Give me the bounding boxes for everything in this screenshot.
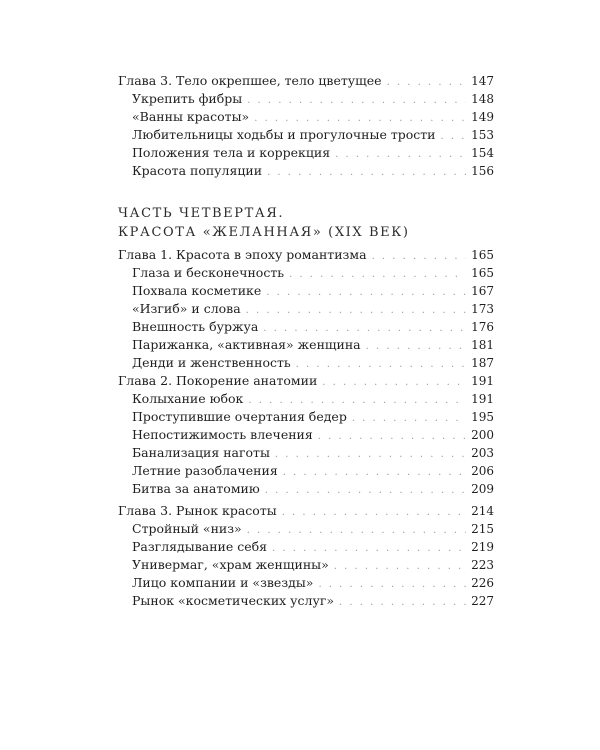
toc-entry [118, 480, 494, 498]
toc-chapter-entry [118, 372, 494, 390]
toc-chapter-title: Глава 3. Тело окрепшее, тело цветущее [118, 72, 385, 90]
toc-entry-title: Битва за анатомию [132, 480, 263, 498]
toc-page-number: 214 [471, 504, 494, 518]
toc-entry [118, 336, 494, 354]
toc-entry [118, 574, 494, 592]
toc-page-number: 191 [471, 392, 494, 406]
toc-entry-title: Стройный «низ» [132, 520, 245, 538]
toc-entry-title: Банализация наготы [132, 444, 273, 462]
toc-entry-title: Лицо компании и «звезды» [132, 574, 316, 592]
toc-entry-title: Непостижимость влечения [132, 426, 316, 444]
toc-page-number: 191 [471, 374, 494, 388]
toc-entry-title: Красота популяции [132, 162, 265, 180]
toc-page-number: 209 [471, 482, 494, 496]
toc-page-number: 176 [471, 320, 494, 334]
toc-chapter-title: Глава 3. Рынок красоты [118, 502, 280, 520]
toc-entry-title: Денди и женственность [132, 354, 294, 372]
toc-entry [118, 126, 494, 144]
toc-entry [118, 318, 494, 336]
toc-page-number: 173 [471, 302, 494, 316]
toc-entry [118, 444, 494, 462]
toc-entry [118, 90, 494, 108]
toc-entry-title: Рынок «косметических услуг» [132, 592, 337, 610]
toc-page-number: 165 [471, 266, 494, 280]
toc-entry [118, 354, 494, 372]
toc-entry-title: «Изгиб» и слова [132, 300, 244, 318]
toc-page-number: 226 [471, 576, 494, 590]
toc-entry-title: Универмаг, «храм женщины» [132, 556, 332, 574]
toc-page-number: 219 [471, 540, 494, 554]
toc-chapter-entry [118, 246, 494, 264]
toc-page-number: 149 [471, 110, 494, 124]
toc-entry-title: Внешность буржуа [132, 318, 261, 336]
toc-entry [118, 408, 494, 426]
toc-entry [118, 520, 494, 538]
toc-entry-title: Укрепить фибры [132, 90, 245, 108]
toc-page-number: 165 [471, 248, 494, 262]
toc-page-number: 223 [471, 558, 494, 572]
toc-entry [118, 426, 494, 444]
toc-entry-title: Парижанка, «активная» женщина [132, 336, 364, 354]
toc-page-number: 147 [471, 74, 494, 88]
toc-entry [118, 144, 494, 162]
toc-chapter-entry [118, 72, 494, 90]
toc-page-number: 227 [471, 594, 494, 608]
toc-page-number: 206 [471, 464, 494, 478]
toc-entry [118, 462, 494, 480]
table-of-contents [118, 72, 494, 610]
toc-page-number: 154 [471, 146, 494, 160]
toc-chapter-entry [118, 502, 494, 520]
toc-page-number: 203 [471, 446, 494, 460]
toc-entry-title: Любительницы ходьбы и прогулочные трости [132, 126, 439, 144]
toc-entry [118, 592, 494, 610]
toc-page-number: 156 [471, 164, 494, 178]
toc-leader-dots [267, 164, 466, 182]
toc-entry [118, 556, 494, 574]
toc-entry [118, 264, 494, 282]
toc-entry-title: Летние разоблачения [132, 462, 281, 480]
toc-page-number: 215 [471, 522, 494, 536]
toc-entry [118, 300, 494, 318]
toc-page-number: 153 [471, 128, 494, 142]
toc-entry-title: Положения тела и коррекция [132, 144, 333, 162]
toc-chapter-title: Глава 2. Покорение анатомии [118, 372, 320, 390]
toc-page-number: 187 [471, 356, 494, 370]
toc-page-number: 148 [471, 92, 494, 106]
toc-entry-title: Похвала косметике [132, 282, 264, 300]
part-heading-line-1: ЧАСТЬ ЧЕТВЕРТАЯ. [118, 206, 285, 221]
toc-entry-title: Глаза и бесконечность [132, 264, 287, 282]
toc-page-number: 181 [471, 338, 494, 352]
toc-page-number: 167 [471, 284, 494, 298]
toc-entry-title: «Ванны красоты» [132, 108, 252, 126]
toc-entry [118, 538, 494, 556]
toc-entry [118, 390, 494, 408]
toc-entry-title: Колыхание юбок [132, 390, 246, 408]
part-heading-line-2: КРАСОТА «ЖЕЛАННАЯ» (XIX ВЕК) [118, 225, 410, 240]
toc-entry [118, 162, 494, 180]
toc-leader-dots [265, 482, 466, 500]
toc-leader-dots [339, 594, 466, 612]
toc-entry [118, 108, 494, 126]
toc-chapter-title: Глава 1. Красота в эпоху романтизма [118, 246, 370, 264]
toc-entry-title: Разглядывание себя [132, 538, 270, 556]
toc-entry-title: Проступившие очертания бедер [132, 408, 350, 426]
toc-page-number: 195 [471, 410, 494, 424]
toc-page-number: 200 [471, 428, 494, 442]
part-heading [118, 204, 494, 242]
toc-entry [118, 282, 494, 300]
